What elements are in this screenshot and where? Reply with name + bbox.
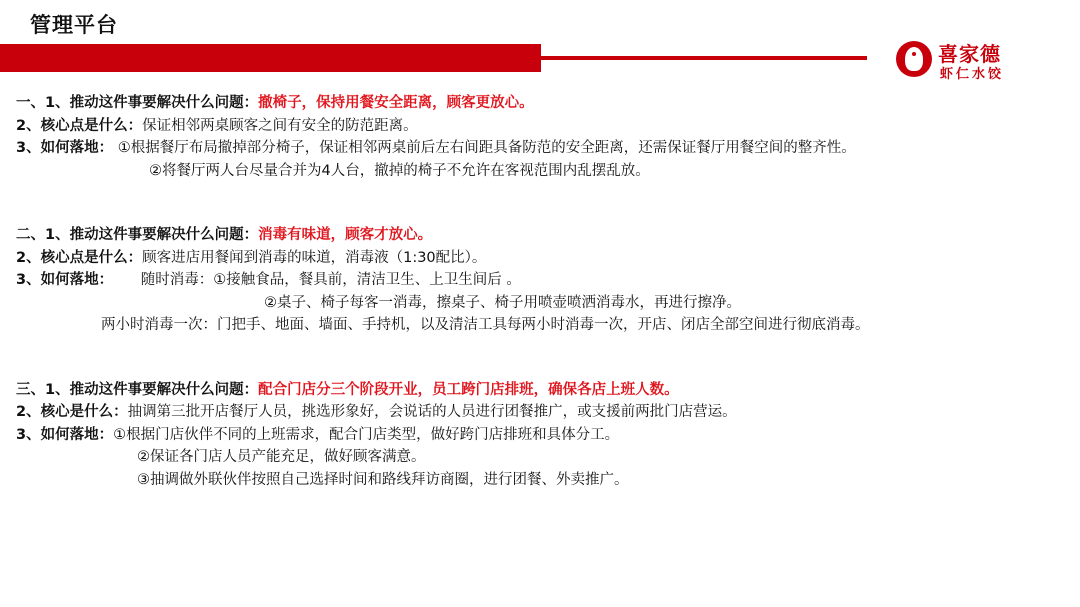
s1-question-line: [16, 92, 1066, 115]
s3-core-line: [16, 401, 1066, 424]
s2-how-step-3: 两小时消毒一次：门把手、地面、墙面、手持机，以及清洁工具每两小时消毒一次，开店、闭店全部空间进行彻底消毒。: [101, 317, 870, 333]
s3-core-label: 2、核心是什么：: [16, 404, 128, 420]
s2-core-line: [16, 247, 1066, 270]
s3-how-step-2: ②保证各门店人员产能充足，做好顾客满意。: [137, 449, 426, 465]
s3-how-label: 3、如何落地：: [16, 426, 114, 443]
header-red-bar: [0, 44, 541, 72]
s2-how-step-2: ②桌子、椅子每客一消毒，擦桌子、椅子用喷壶喷洒消毒水，再进行擦净。: [264, 294, 741, 311]
brand-logo: [896, 38, 1026, 80]
s3-question-answer: 配合门店分三个阶段开业，员工跨门店排班，确保各店上班人数。: [258, 381, 679, 398]
page-title: 管理平台: [30, 13, 118, 37]
section-2: [16, 224, 1066, 337]
s2-question-label: 二、1、推动这件事要解决什么问题：: [16, 227, 259, 243]
s2-how-label: 3、如何落地：: [16, 272, 114, 288]
header-red-line: [541, 56, 867, 60]
s1-core-text: 保证相邻两桌顾客之间有安全的防范距离。: [142, 117, 418, 134]
s3-question-label: 三、1、推动这件事要解决什么问题：: [16, 381, 259, 398]
s3-how-step-3: ③抽调做外联伙伴按照自己选择时间和路线拜访商圈，进行团餐、外卖推广。: [137, 471, 629, 488]
main-content: [16, 92, 1066, 491]
s1-question-label: 一、1、推动这件事要解决什么问题：: [16, 95, 259, 111]
shrimp-logo-icon: [896, 41, 932, 77]
s3-how-step-1: ①根据门店伙伴不同的上班需求，配合门店类型，做好跨门店排班和具体分工。: [113, 426, 620, 443]
s2-core-text: 顾客进店用餐闻到消毒的味道，消毒液（1:30配比）。: [142, 249, 487, 266]
section-3: [16, 379, 1066, 492]
s3-how-line: [16, 424, 1066, 447]
s3-core-text: 抽调第三批开店餐厅人员，挑选形象好，会说话的人员进行团餐推广，或支援前两批门店营运。: [127, 404, 737, 420]
s2-question-line: [16, 224, 1066, 247]
s3-question-line: [16, 379, 1066, 402]
s2-how-line: [16, 269, 1066, 292]
s2-how-step-1: 随时消毒：①接触食品，餐具前，清洁卫生、上卫生间后 。: [113, 272, 521, 288]
s1-how-step-1: ①根据餐厅布局撤掉部分椅子，保证相邻两桌前后左右间距具备防范的安全距离，还需保证餐厅用餐空间的整齐性。: [113, 140, 856, 156]
s2-core-label: 2、核心点是什么：: [16, 249, 143, 266]
brand-name: 喜家德: [938, 42, 1001, 66]
s1-how-line: [16, 137, 1066, 160]
brand-subtitle: 虾仁水饺: [940, 67, 1005, 82]
s2-question-answer: 消毒有味道，顾客才放心。: [258, 227, 433, 243]
s1-how-step-2: ②将餐厅两人台尽量合并为4人台，撤掉的椅子不允许在客视范围内乱摆乱放。: [149, 162, 650, 179]
s1-how-label: 3、如何落地：: [16, 140, 114, 156]
s1-question-answer: 撤椅子，保持用餐安全距离，顾客更放心。: [258, 95, 534, 111]
section-1: [16, 92, 1066, 182]
s1-core-line: [16, 115, 1066, 138]
s1-core-label: 2、核心点是什么：: [16, 117, 143, 134]
